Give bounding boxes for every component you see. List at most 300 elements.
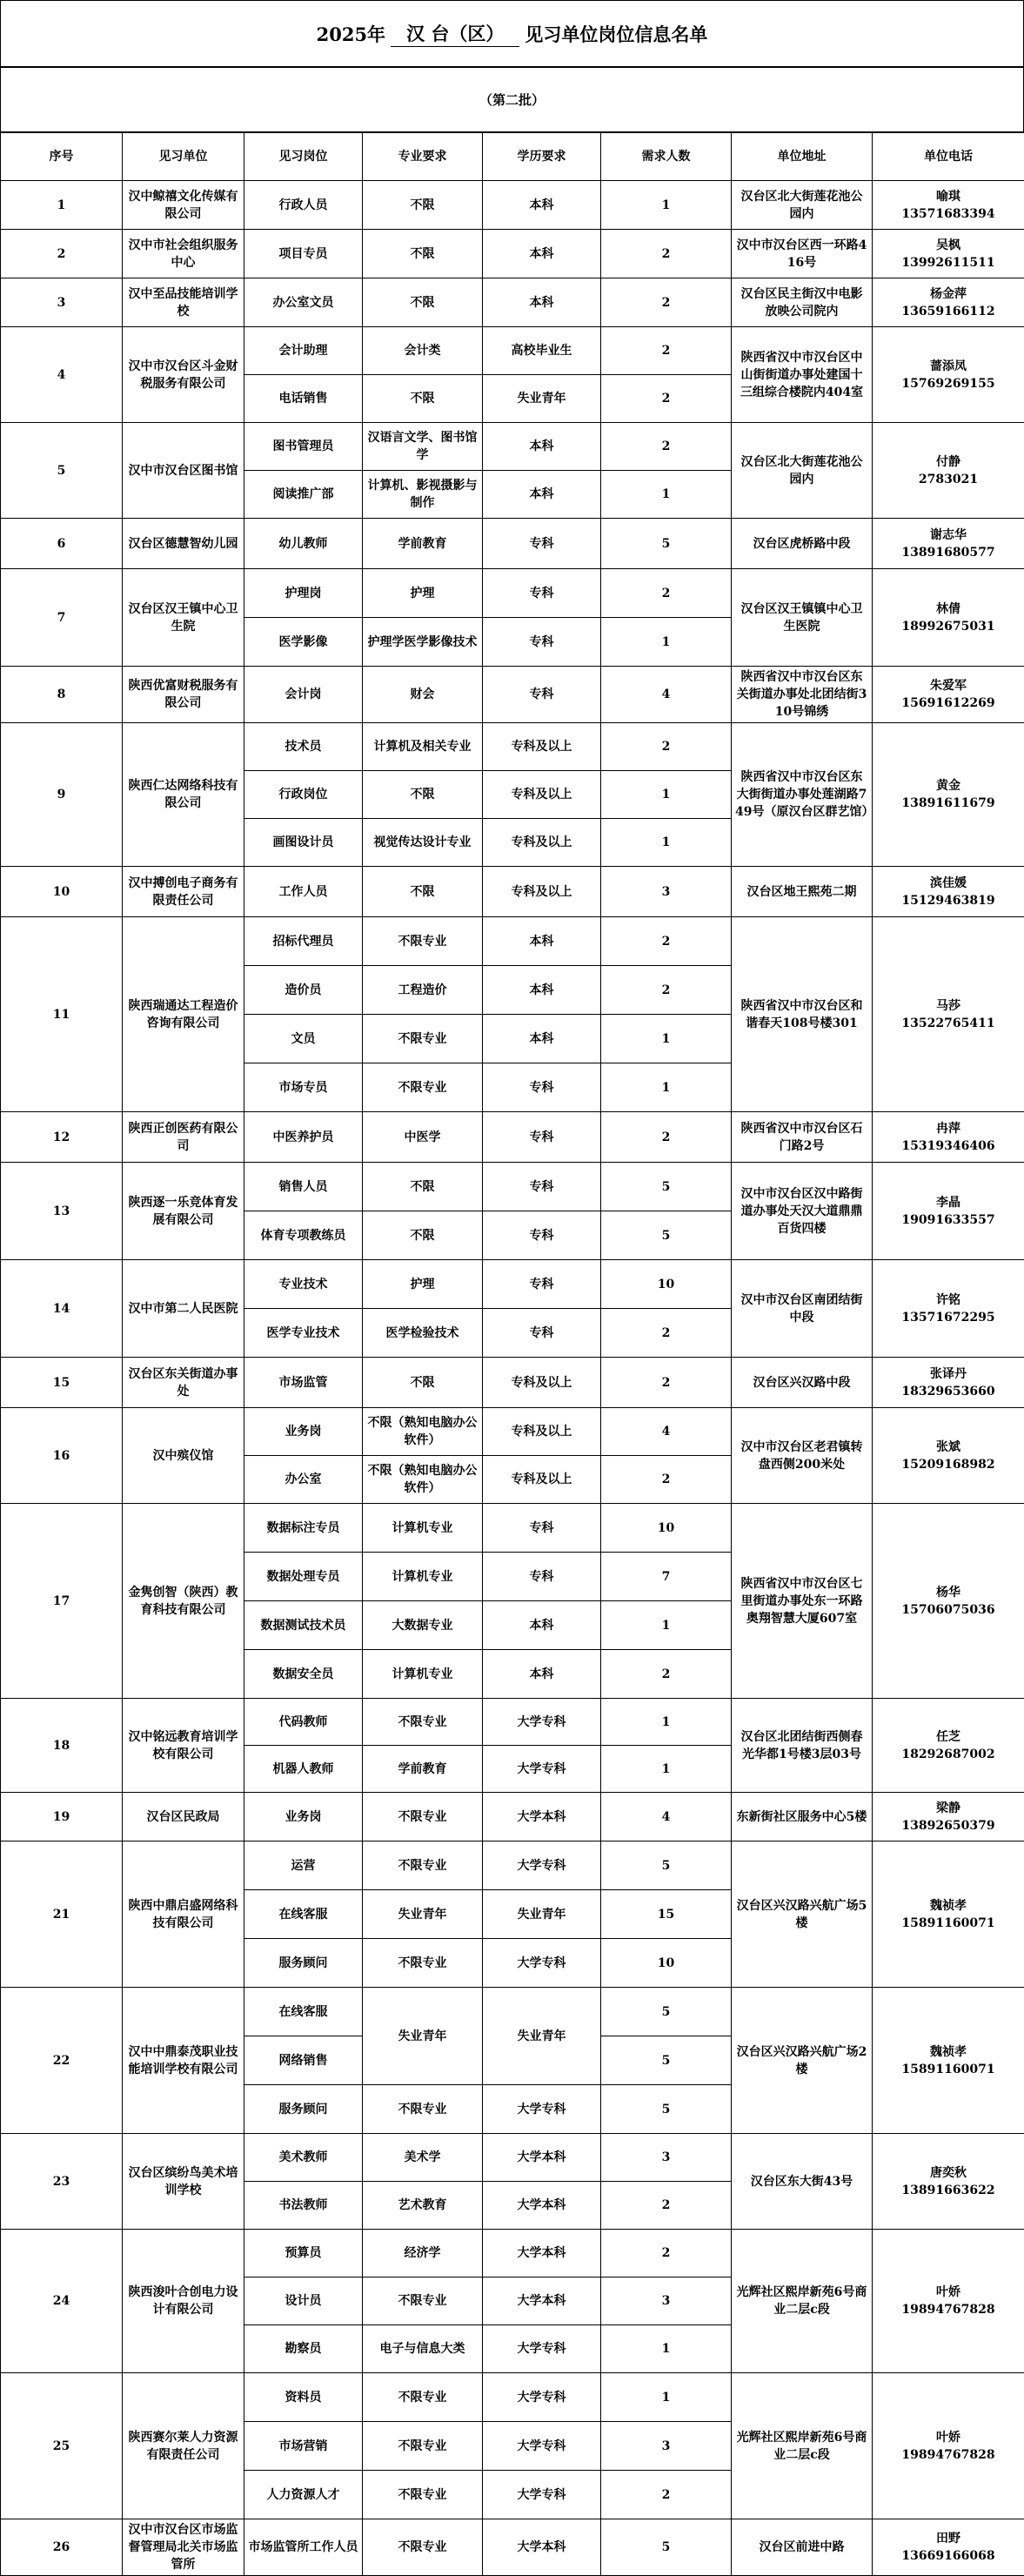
unit-address: 汉台区东大街43号 <box>732 2134 873 2230</box>
contact-phone: 19091633557 <box>876 1211 1021 1229</box>
headcount: 2 <box>601 1650 732 1699</box>
major-requirement: 不限专业 <box>363 1063 483 1112</box>
table-body <box>1 181 1024 2576</box>
headcount: 2 <box>601 917 732 966</box>
table-row <box>1 1504 1024 1553</box>
education-requirement: 专科 <box>483 1211 601 1260</box>
unit-address: 汉台区前进中路 <box>732 2519 873 2576</box>
unit-contact <box>873 917 1024 1112</box>
table-row <box>1 917 1024 966</box>
contact-person: 任芝 <box>876 1728 1021 1746</box>
row-number: 3 <box>1 278 123 327</box>
table-row <box>1 723 1024 771</box>
table-row <box>1 1699 1024 1746</box>
row-number: 6 <box>1 519 123 569</box>
row-number: 1 <box>1 181 123 230</box>
headcount: 2 <box>601 1309 732 1358</box>
education-requirement: 大学本科 <box>483 2519 601 2576</box>
table-header-row <box>1 133 1024 181</box>
headcount: 2 <box>601 327 732 375</box>
major-requirement: 不限 <box>363 771 483 819</box>
contact-person: 朱爱军 <box>876 677 1021 694</box>
unit-contact <box>873 181 1024 230</box>
major-requirement: 工程造价 <box>363 966 483 1015</box>
unit-contact <box>873 278 1024 327</box>
post-name: 市场营销 <box>244 2422 363 2471</box>
major-requirement: 学前教育 <box>363 519 483 569</box>
contact-person: 田野 <box>876 2530 1021 2547</box>
education-requirement: 本科 <box>483 423 601 471</box>
table-row <box>1 2134 1024 2182</box>
post-name: 书法教师 <box>244 2182 363 2230</box>
unit-name: 陕西赛尔莱人力资源有限责任公司 <box>123 2373 244 2519</box>
title-district: 汉 台（区） <box>391 20 519 47</box>
unit-name: 汉台区缤纷鸟美术培训学校 <box>123 2134 244 2230</box>
post-name: 体育专项教练员 <box>244 1211 363 1260</box>
headcount: 2 <box>601 569 732 618</box>
unit-address: 陕西省汉中市汉台区东大街街道办事处莲湖路749号（原汉台区群艺馆） <box>732 723 873 867</box>
headcount: 2 <box>601 1456 732 1504</box>
unit-contact <box>873 327 1024 423</box>
unit-name: 陕西逐一乐竞体育发展有限公司 <box>123 1163 244 1260</box>
contact-person: 杨金萍 <box>876 285 1021 303</box>
post-name: 美术教师 <box>244 2134 363 2182</box>
table-row <box>1 278 1024 327</box>
unit-address: 汉中市汉台区汉中路街道办事处天汉大道鼎鼎百货四楼 <box>732 1163 873 1260</box>
contact-person: 喻琪 <box>876 188 1021 205</box>
contact-phone: 15691612269 <box>876 694 1021 712</box>
unit-name: 陕西浚叶合创电力设计有限公司 <box>123 2230 244 2373</box>
row-number: 8 <box>1 667 123 723</box>
unit-name: 汉台区汉王镇中心卫生院 <box>123 569 244 667</box>
education-requirement: 专科及以上 <box>483 819 601 867</box>
table-row <box>1 1841 1024 1890</box>
major-requirement: 不限 <box>363 1358 483 1408</box>
unit-address: 汉台区北大街莲花池公园内 <box>732 423 873 519</box>
education-requirement: 大学本科 <box>483 2182 601 2230</box>
post-name: 造价员 <box>244 966 363 1015</box>
major-requirement: 不限 <box>363 1211 483 1260</box>
table-row <box>1 230 1024 278</box>
row-number: 11 <box>1 917 123 1112</box>
contact-phone: 15706075036 <box>876 1601 1021 1619</box>
headcount: 4 <box>601 667 732 723</box>
headcount: 2 <box>601 1358 732 1408</box>
education-requirement: 本科 <box>483 917 601 966</box>
contact-phone: 13891663622 <box>876 2182 1021 2199</box>
unit-address: 汉台区兴汉路兴航广场2楼 <box>732 1988 873 2134</box>
col-header: 序号 <box>1 133 123 181</box>
major-requirement: 汉语言文学、图书馆学 <box>363 423 483 471</box>
major-requirement: 不限专业 <box>363 917 483 966</box>
post-name: 市场监管 <box>244 1358 363 1408</box>
post-name: 业务岗 <box>244 1408 363 1456</box>
contact-person: 魏祯孝 <box>876 1897 1021 1915</box>
education-requirement: 专科 <box>483 1163 601 1211</box>
education-requirement: 专科及以上 <box>483 1358 601 1408</box>
major-requirement: 计算机、影视摄影与制作 <box>363 471 483 519</box>
table-row <box>1 2230 1024 2277</box>
contact-phone: 13571683394 <box>876 205 1021 223</box>
contact-person: 唐奕秋 <box>876 2164 1021 2182</box>
unit-name: 汉中市汉台区图书馆 <box>123 423 244 519</box>
major-requirement: 不限 <box>363 1163 483 1211</box>
major-requirement: 大数据专业 <box>363 1601 483 1650</box>
row-number: 7 <box>1 569 123 667</box>
unit-contact <box>873 1699 1024 1793</box>
education-requirement: 大学本科 <box>483 1793 601 1841</box>
row-number: 22 <box>1 1988 123 2134</box>
post-name: 技术员 <box>244 723 363 771</box>
row-number: 24 <box>1 2230 123 2373</box>
major-requirement: 不限专业 <box>363 1939 483 1988</box>
post-name: 中医养护员 <box>244 1112 363 1163</box>
headcount: 1 <box>601 1601 732 1650</box>
col-header: 专业要求 <box>363 133 483 181</box>
education-requirement: 大学专科 <box>483 1699 601 1746</box>
unit-contact <box>873 1504 1024 1699</box>
unit-address: 汉台区民主街汉中电影放映公司院内 <box>732 278 873 327</box>
education-requirement: 专科 <box>483 1063 601 1112</box>
major-requirement: 护理学医学影像技术 <box>363 618 483 667</box>
headcount: 4 <box>601 1408 732 1456</box>
page-title <box>0 0 1024 66</box>
unit-contact <box>873 667 1024 723</box>
major-requirement: 不限专业 <box>363 2373 483 2422</box>
unit-contact <box>873 1358 1024 1408</box>
row-number: 4 <box>1 327 123 423</box>
post-name: 服务顾问 <box>244 2085 363 2134</box>
post-name: 数据标注专员 <box>244 1504 363 1553</box>
table-row <box>1 1988 1024 2036</box>
headcount: 1 <box>601 1015 732 1063</box>
post-name: 行政岗位 <box>244 771 363 819</box>
education-requirement: 本科 <box>483 1650 601 1699</box>
row-number: 16 <box>1 1408 123 1504</box>
post-name: 文员 <box>244 1015 363 1063</box>
education-requirement: 专科 <box>483 1112 601 1163</box>
contact-person: 张斌 <box>876 1439 1021 1456</box>
contact-phone: 15769269155 <box>876 375 1021 392</box>
row-number: 21 <box>1 1841 123 1988</box>
unit-contact <box>873 1112 1024 1163</box>
contact-phone: 18329653660 <box>876 1383 1021 1400</box>
major-requirement: 不限 <box>363 278 483 327</box>
post-name: 阅读推广部 <box>244 471 363 519</box>
headcount: 5 <box>601 1163 732 1211</box>
contact-phone: 13992611511 <box>876 254 1021 272</box>
major-requirement: 护理 <box>363 569 483 618</box>
major-requirement: 失业青年 <box>363 1890 483 1939</box>
contact-phone: 15891160071 <box>876 2061 1021 2078</box>
contact-phone: 15319346406 <box>876 1137 1021 1155</box>
headcount: 10 <box>601 1939 732 1988</box>
unit-name: 汉中中鼎泰茂职业技能培训学校有限公司 <box>123 1988 244 2134</box>
education-requirement: 大学专科 <box>483 2373 601 2422</box>
contact-person: 李晶 <box>876 1194 1021 1211</box>
unit-address: 汉台区汉王镇镇中心卫生医院 <box>732 569 873 667</box>
row-number: 2 <box>1 230 123 278</box>
unit-contact <box>873 2519 1024 2576</box>
post-name: 服务顾问 <box>244 1939 363 1988</box>
unit-contact <box>873 1988 1024 2134</box>
major-requirement: 不限 <box>363 375 483 423</box>
post-name: 市场监管所工作人员 <box>244 2519 363 2576</box>
education-requirement: 专科及以上 <box>483 867 601 917</box>
unit-contact <box>873 1260 1024 1358</box>
title-suffix: 见习单位岗位信息名单 <box>525 21 707 47</box>
education-requirement: 大学本科 <box>483 2277 601 2325</box>
unit-contact <box>873 1841 1024 1988</box>
unit-contact <box>873 423 1024 519</box>
row-number: 19 <box>1 1793 123 1841</box>
contact-phone: 13891680577 <box>876 544 1021 561</box>
major-requirement: 会计类 <box>363 327 483 375</box>
contact-person: 黄金 <box>876 777 1021 795</box>
unit-name: 汉台区民政局 <box>123 1793 244 1841</box>
major-requirement: 不限（熟知电脑办公软件） <box>363 1456 483 1504</box>
table-row <box>1 181 1024 230</box>
major-requirement: 不限专业 <box>363 1841 483 1890</box>
major-requirement: 计算机及相关专业 <box>363 723 483 771</box>
post-name: 医学影像 <box>244 618 363 667</box>
table-row <box>1 867 1024 917</box>
unit-address: 东新街社区服务中心5楼 <box>732 1793 873 1841</box>
unit-contact <box>873 1163 1024 1260</box>
contact-phone: 13891611679 <box>876 795 1021 812</box>
education-requirement: 大学专科 <box>483 1939 601 1988</box>
post-name: 工作人员 <box>244 867 363 917</box>
headcount: 15 <box>601 1890 732 1939</box>
row-number: 10 <box>1 867 123 917</box>
education-requirement: 大学专科 <box>483 2325 601 2373</box>
unit-name: 陕西优富财税服务有限公司 <box>123 667 244 723</box>
contact-phone: 18292687002 <box>876 1746 1021 1763</box>
education-requirement: 大学专科 <box>483 2085 601 2134</box>
education-requirement: 高校毕业生 <box>483 327 601 375</box>
unit-address: 汉中市汉台区老君镇转盘西侧200米处 <box>732 1408 873 1504</box>
unit-name: 汉中殡仪馆 <box>123 1408 244 1504</box>
unit-name: 汉中市第二人民医院 <box>123 1260 244 1358</box>
headcount: 5 <box>601 1841 732 1890</box>
headcount: 2 <box>601 2471 732 2519</box>
contact-person: 魏祯孝 <box>876 2043 1021 2061</box>
contact-person: 蔷添凤 <box>876 358 1021 375</box>
row-number: 14 <box>1 1260 123 1358</box>
post-name: 幼儿教师 <box>244 519 363 569</box>
major-requirement: 学前教育 <box>363 1746 483 1793</box>
major-requirement: 视觉传达设计专业 <box>363 819 483 867</box>
unit-name: 陕西仁达网络科技有限公司 <box>123 723 244 867</box>
major-requirement: 美术学 <box>363 2134 483 2182</box>
contact-person: 林倩 <box>876 600 1021 618</box>
unit-address: 陕西省汉中市汉台区中山街街道办事处建国十三组综合楼院内404室 <box>732 327 873 423</box>
major-requirement: 艺术教育 <box>363 2182 483 2230</box>
unit-name: 汉中市社会组织服务中心 <box>123 230 244 278</box>
post-name: 资料员 <box>244 2373 363 2422</box>
row-number: 25 <box>1 2373 123 2519</box>
table-row <box>1 327 1024 375</box>
post-name: 会计助理 <box>244 327 363 375</box>
major-requirement: 财会 <box>363 667 483 723</box>
unit-contact <box>873 2134 1024 2230</box>
major-requirement: 计算机专业 <box>363 1553 483 1601</box>
education-requirement: 专科 <box>483 1504 601 1553</box>
education-requirement: 大学专科 <box>483 1746 601 1793</box>
headcount: 2 <box>601 375 732 423</box>
table-row <box>1 1793 1024 1841</box>
col-header: 见习单位 <box>123 133 244 181</box>
post-name: 网络销售 <box>244 2036 363 2085</box>
education-requirement: 大学专科 <box>483 2471 601 2519</box>
headcount: 5 <box>601 1988 732 2036</box>
unit-name: 汉中搏创电子商务有限责任公司 <box>123 867 244 917</box>
unit-address: 陕西省汉中市汉台区和谐春天108号楼301 <box>732 917 873 1112</box>
education-requirement: 本科 <box>483 1601 601 1650</box>
headcount: 5 <box>601 519 732 569</box>
row-number: 26 <box>1 2519 123 2576</box>
contact-person: 许铭 <box>876 1291 1021 1309</box>
education-requirement: 专科及以上 <box>483 1408 601 1456</box>
unit-name: 陕西瑞通达工程造价咨询有限公司 <box>123 917 244 1112</box>
post-name: 在线客服 <box>244 1890 363 1939</box>
education-requirement: 本科 <box>483 181 601 230</box>
contact-person: 叶娇 <box>876 2284 1021 2301</box>
education-requirement: 大学专科 <box>483 1841 601 1890</box>
post-name: 代码教师 <box>244 1699 363 1746</box>
post-name: 在线客服 <box>244 1988 363 2036</box>
education-requirement: 失业青年 <box>483 1890 601 1939</box>
unit-address: 汉台区兴汉路兴航广场5楼 <box>732 1841 873 1988</box>
col-header: 单位地址 <box>732 133 873 181</box>
headcount: 1 <box>601 618 732 667</box>
table-row <box>1 569 1024 618</box>
headcount: 10 <box>601 1504 732 1553</box>
table-row <box>1 519 1024 569</box>
education-requirement: 本科 <box>483 278 601 327</box>
major-requirement: 计算机专业 <box>363 1650 483 1699</box>
contact-phone: 13659166112 <box>876 303 1021 320</box>
headcount: 3 <box>601 2422 732 2471</box>
contact-person: 谢志华 <box>876 527 1021 544</box>
row-number: 17 <box>1 1504 123 1699</box>
contact-phone: 15129463819 <box>876 892 1021 909</box>
col-header: 需求人数 <box>601 133 732 181</box>
table-row <box>1 2519 1024 2576</box>
major-requirement: 中医学 <box>363 1112 483 1163</box>
col-header: 见习岗位 <box>244 133 363 181</box>
headcount: 1 <box>601 819 732 867</box>
post-name: 电话销售 <box>244 375 363 423</box>
post-name: 护理岗 <box>244 569 363 618</box>
contact-phone: 19894767828 <box>876 2301 1021 2318</box>
post-name: 销售人员 <box>244 1163 363 1211</box>
headcount: 3 <box>601 2277 732 2325</box>
unit-name: 陕西中鼎启盛网络科技有限公司 <box>123 1841 244 1988</box>
major-requirement: 不限专业 <box>363 2422 483 2471</box>
unit-name: 金隽创智（陕西）教育科技有限公司 <box>123 1504 244 1699</box>
post-name: 行政人员 <box>244 181 363 230</box>
contact-person: 张译丹 <box>876 1365 1021 1383</box>
table-row <box>1 423 1024 471</box>
unit-name: 汉中市汉台区市场监督管理局北关市场监管所 <box>123 2519 244 2576</box>
contact-person: 梁静 <box>876 1800 1021 1817</box>
headcount: 2 <box>601 966 732 1015</box>
post-name: 运营 <box>244 1841 363 1890</box>
unit-contact <box>873 723 1024 867</box>
unit-name: 汉中至品技能培训学校 <box>123 278 244 327</box>
major-requirement: 失业青年 <box>363 1988 483 2085</box>
table-row <box>1 1163 1024 1211</box>
post-name: 市场专员 <box>244 1063 363 1112</box>
unit-address: 陕西省汉中市汉台区七里街道办事处东一环路奥翔智慧大厦607室 <box>732 1504 873 1699</box>
col-header: 学历要求 <box>483 133 601 181</box>
unit-address: 光辉社区熙岸新苑6号商业二层c段 <box>732 2373 873 2519</box>
post-name: 项目专员 <box>244 230 363 278</box>
headcount: 5 <box>601 1211 732 1260</box>
table-row <box>1 2373 1024 2422</box>
major-requirement: 不限 <box>363 181 483 230</box>
post-name: 专业技术 <box>244 1260 363 1309</box>
unit-name: 汉台区东关街道办事处 <box>123 1358 244 1408</box>
headcount: 1 <box>601 2373 732 2422</box>
unit-address: 陕西省汉中市汉台区东关街道办事处北团结街310号锦绣 <box>732 667 873 723</box>
headcount: 4 <box>601 1793 732 1841</box>
unit-address: 汉台区兴汉路中段 <box>732 1358 873 1408</box>
post-name: 画图设计员 <box>244 819 363 867</box>
contact-phone: 18992675031 <box>876 618 1021 635</box>
major-requirement: 不限 <box>363 230 483 278</box>
post-name: 业务岗 <box>244 1793 363 1841</box>
unit-address: 汉台区北大街莲花池公园内 <box>732 181 873 230</box>
row-number: 12 <box>1 1112 123 1163</box>
contact-person: 滨佳媛 <box>876 875 1021 892</box>
post-name: 办公室 <box>244 1456 363 1504</box>
education-requirement: 大学专科 <box>483 2422 601 2471</box>
row-number: 23 <box>1 2134 123 2230</box>
post-name: 办公室文员 <box>244 278 363 327</box>
unit-name: 汉中鲸禧文化传媒有限公司 <box>123 181 244 230</box>
row-number: 5 <box>1 423 123 519</box>
batch-label: （第二批） <box>0 66 1024 132</box>
education-requirement: 专科 <box>483 618 601 667</box>
headcount: 2 <box>601 1112 732 1163</box>
contact-phone: 19894767828 <box>876 2446 1021 2464</box>
education-requirement: 大学本科 <box>483 2230 601 2277</box>
education-requirement: 专科 <box>483 1260 601 1309</box>
title-year: 2025年 <box>317 21 385 47</box>
contact-person: 吴枫 <box>876 237 1021 254</box>
headcount: 5 <box>601 2085 732 2134</box>
table-row <box>1 1408 1024 1456</box>
unit-address: 汉台区虎桥路中段 <box>732 519 873 569</box>
major-requirement: 不限专业 <box>363 2519 483 2576</box>
headcount: 1 <box>601 471 732 519</box>
post-name: 勘察员 <box>244 2325 363 2373</box>
headcount: 7 <box>601 1553 732 1601</box>
contact-person: 冉萍 <box>876 1120 1021 1137</box>
post-name: 机器人教师 <box>244 1746 363 1793</box>
headcount: 2 <box>601 230 732 278</box>
unit-address: 汉台区地王熙苑二期 <box>732 867 873 917</box>
unit-contact <box>873 2230 1024 2373</box>
row-number: 13 <box>1 1163 123 1260</box>
unit-address: 汉中市汉台区西一环路416号 <box>732 230 873 278</box>
headcount: 2 <box>601 423 732 471</box>
unit-contact <box>873 230 1024 278</box>
table-row <box>1 667 1024 723</box>
major-requirement: 经济学 <box>363 2230 483 2277</box>
